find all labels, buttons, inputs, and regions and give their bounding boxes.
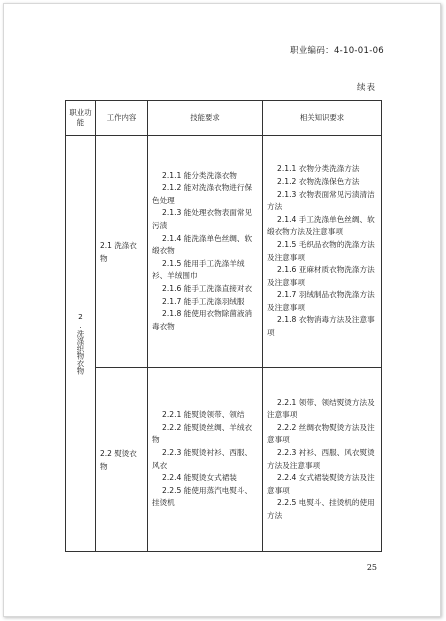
work-content: 2.1 洗涤衣物 bbox=[96, 136, 148, 368]
skill-item: 2.1.6 能手工洗涤直接对衣 bbox=[162, 283, 253, 293]
skill-item: 2.2.4 能熨烫女式裙装 bbox=[162, 473, 237, 483]
knowledge-item: 2.2.4 女式裙装熨烫方法及注意事项 bbox=[267, 473, 375, 495]
knowledge-item: 2.2.1 领带、领结熨烫方法及注意事项 bbox=[267, 397, 375, 420]
table-row bbox=[66, 136, 382, 368]
function-name: 2.洗涤织物衣物 bbox=[76, 312, 85, 375]
skill-item: 2.1.2 能对洗涤衣物进行保色处理 bbox=[152, 183, 253, 205]
skill-item: 2.1.1 能分类洗涤衣物 bbox=[162, 170, 237, 180]
knowledge-item: 2.2.3 衬衫、西服、风衣熨烫方法及注意事项 bbox=[267, 447, 375, 470]
skill-item: 2.2.1 能熨烫领带、领结 bbox=[162, 410, 245, 420]
table-row bbox=[66, 368, 382, 552]
function-cell bbox=[66, 136, 96, 552]
knowledge-item: 2.1.1 衣物分类洗涤方法 bbox=[277, 164, 360, 174]
header-function: 职业功能 bbox=[66, 101, 96, 136]
knowledge-item: 2.1.5 毛织品衣物的洗涤方法及注意事项 bbox=[267, 239, 375, 262]
skill-item: 2.1.4 能洗涤单色丝绸、软缎衣物 bbox=[152, 233, 253, 256]
occupation-code: 职业编码：4-10-01-06 bbox=[289, 46, 384, 56]
skill-cell bbox=[148, 368, 263, 552]
continued-label: 续表 bbox=[356, 83, 376, 93]
skill-item: 2.2.2 能熨烫丝绸、羊绒衣物 bbox=[152, 422, 253, 445]
knowledge-item: 2.1.8 衣物消毒方法及注意事项 bbox=[267, 315, 375, 338]
skill-item: 2.1.7 能手工洗涤羽绒服 bbox=[162, 296, 245, 306]
knowledge-cell bbox=[263, 136, 382, 368]
work-content: 2.2 熨烫衣物 bbox=[96, 368, 148, 552]
table-header-row bbox=[66, 101, 382, 136]
skill-cell bbox=[148, 136, 263, 368]
knowledge-cell bbox=[263, 368, 382, 552]
header-skill: 技能要求 bbox=[148, 101, 263, 136]
skill-item: 2.2.3 能熨烫衬衫、西服、风衣 bbox=[152, 447, 253, 470]
skill-item: 2.1.5 能用手工洗涤羊绒衫、羊绒围巾 bbox=[152, 258, 245, 281]
knowledge-item: 2.2.2 丝绸衣物熨烫方法及注意事项 bbox=[267, 422, 375, 445]
knowledge-item: 2.1.2 衣物洗涤保色方法 bbox=[277, 176, 360, 186]
header-knowledge: 相关知识要求 bbox=[263, 101, 382, 136]
knowledge-item: 2.1.6 亚麻材质衣物洗涤方法及注意事项 bbox=[267, 265, 375, 287]
page-number: 25 bbox=[366, 563, 377, 572]
skill-item: 2.2.5 能使用蒸汽电熨斗、挂烫机 bbox=[152, 485, 253, 508]
header-work: 工作内容 bbox=[96, 101, 148, 136]
knowledge-item: 2.2.5 电熨斗、挂烫机的使用方法 bbox=[267, 498, 375, 520]
knowledge-item: 2.1.7 羽绒制品衣物洗涤方法及注意事项 bbox=[267, 290, 375, 312]
knowledge-item: 2.1.3 衣物表面常见污渍清洁方法 bbox=[267, 189, 375, 212]
knowledge-item: 2.1.4 手工洗涤单色丝绸、软缎衣物方法及注意事项 bbox=[267, 214, 375, 237]
skill-item: 2.1.8 能使用衣物除菌液消毒衣物 bbox=[152, 309, 253, 331]
skill-item: 2.1.3 能处理衣物表面常见污渍 bbox=[152, 208, 253, 231]
skills-table bbox=[65, 100, 382, 552]
